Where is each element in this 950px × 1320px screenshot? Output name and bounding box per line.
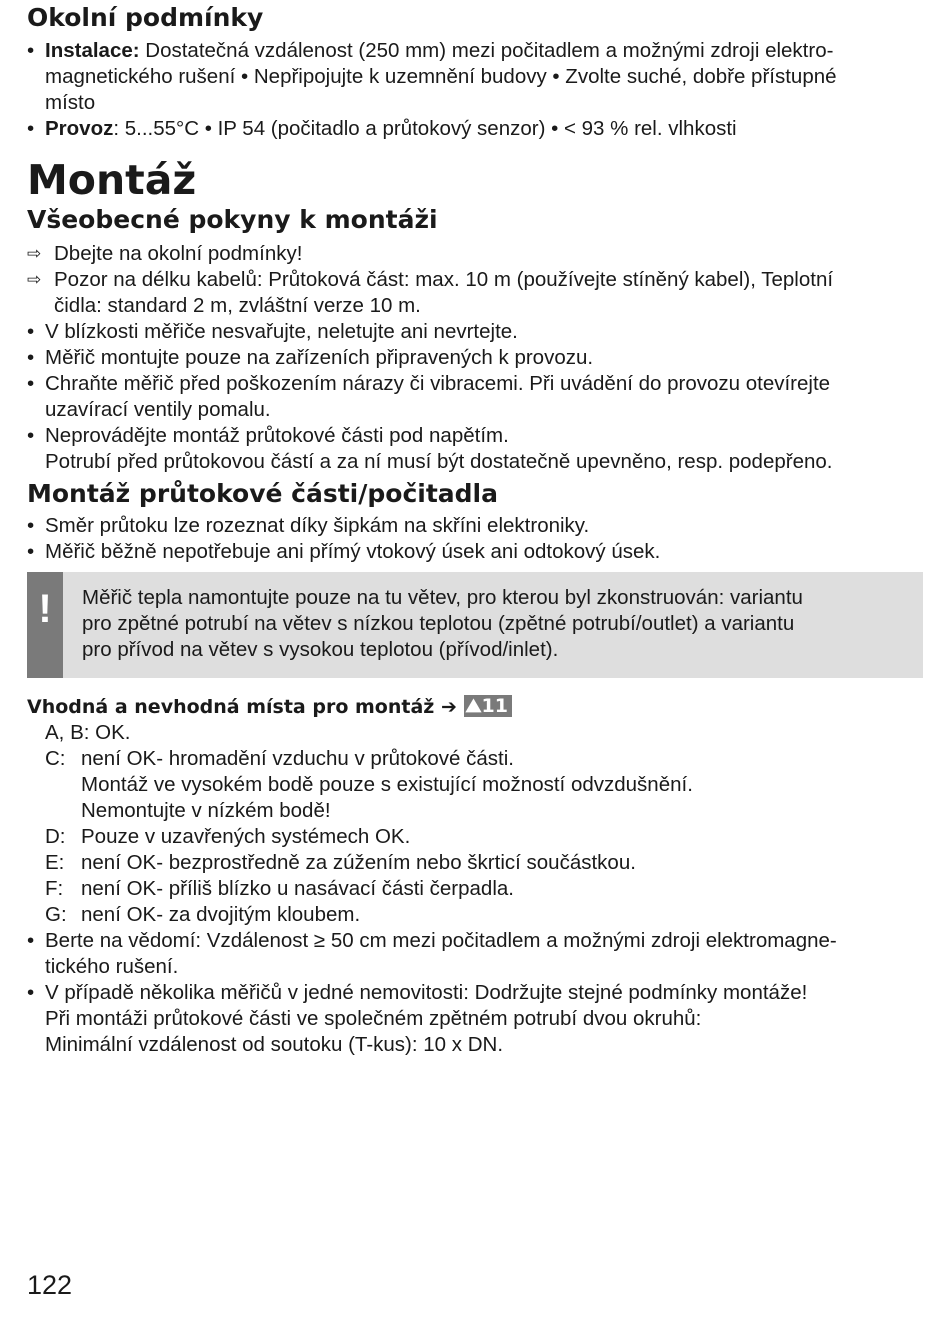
place-item	[27, 746, 927, 772]
installation-text-3: místo	[45, 91, 96, 114]
place-item	[27, 824, 927, 850]
subsection-title-flow: Montáž průtokové části/počitadla	[27, 479, 498, 508]
environment-list	[27, 38, 927, 142]
list-item: • Měřič montujte pouze na zařízeních připravených k provozu.	[27, 345, 927, 371]
warning-box	[27, 572, 923, 678]
place-text: Montáž ve vysokém bodě pouze s existující možností odvzdušnění.	[81, 773, 693, 796]
list-item: • V blízkosti měřiče nesvařujte, neletujte ani nevrtejte.	[27, 319, 927, 345]
warning-line: pro zpětné potrubí na větev s nízkou teplotou (zpětné potrubí/outlet) a variantu	[82, 612, 795, 635]
list-item: • Neprovádějte montáž průtokové části pod napětím.	[27, 423, 927, 449]
subsection-title-general: Všeobecné pokyny k montáži	[27, 205, 438, 234]
places-ab: A, B: OK.	[45, 721, 131, 744]
place-key: D:	[45, 825, 66, 848]
place-text: není OK- bezprostředně za zúžením nebo škrticí součástkou.	[81, 851, 636, 874]
arrow-item: ⇨ Dbejte na okolní podmínky!	[27, 242, 303, 265]
place-item	[27, 772, 927, 798]
figure-reference[interactable]	[464, 695, 512, 717]
list-item: • Směr průtoku lze rozeznat díky šipkám na skříni elektroniky.	[27, 513, 927, 539]
list-item-continued: Potrubí před průtokovou částí a za ní musí být dostatečně upevněno, resp. podepřeno.	[45, 450, 833, 473]
places-heading	[27, 694, 927, 720]
installation-text: Dostatečná vzdálenost (250 mm) mezi počitadlem a možnými zdroji elektro-	[139, 39, 834, 62]
operation-label: Provoz	[45, 117, 114, 140]
flow-list	[27, 513, 927, 565]
list-item-continued: Při montáži průtokové části ve společném zpětném potrubí dvou okruhů:	[45, 1007, 702, 1030]
list-item: • Měřič běžně nepotřebuje ani přímý vtokový úsek ani odtokový úsek.	[27, 539, 927, 565]
places-section	[27, 694, 927, 1058]
section-title-mounting: Montáž	[27, 156, 197, 204]
places-list	[27, 746, 927, 928]
warning-line: pro přívod na větev s vysokou teplotou (přívod/inlet).	[82, 638, 559, 661]
places-title: Vhodná a nevhodná místa pro montáž ➔	[27, 696, 457, 718]
list-item-continued: tického rušení.	[45, 955, 179, 978]
list-item-continued: Minimální vzdálenost od soutoku (T-kus): 10 x DN.	[45, 1033, 504, 1056]
place-text: není OK- hromadění vzduchu v průtokové části.	[81, 747, 515, 770]
arrow-item-continued: čidla: standard 2 m, zvláštní verze 10 m.	[54, 294, 421, 317]
place-text: není OK- příliš blízko u nasávací části čerpadla.	[81, 877, 514, 900]
arrow-right-icon: ⇨	[27, 244, 42, 264]
list-item-continued: uzavírací ventily pomalu.	[45, 398, 271, 421]
place-item	[27, 902, 927, 928]
general-instructions-list	[27, 241, 927, 475]
operation-text: : 5...55°C • IP 54 (počitadlo a průtokový senzor) • < 93 % rel. vlhkosti	[113, 117, 737, 140]
place-item	[27, 798, 927, 824]
image-icon: ⛰	[465, 695, 482, 717]
place-text: není OK- za dvojitým kloubem.	[81, 903, 361, 926]
arrow-right-icon: ⇨	[27, 270, 42, 290]
place-key: C:	[45, 747, 66, 770]
place-key: F:	[45, 877, 64, 900]
place-text: Pouze v uzavřených systémech OK.	[81, 825, 411, 848]
installation-text-2: magnetického rušení • Nepřipojujte k uzemnění budovy • Zvolte suché, dobře přístupné	[45, 65, 837, 88]
warning-text	[82, 585, 902, 663]
place-key: G:	[45, 903, 67, 926]
list-item: • Chraňte měřič před poškozením nárazy či vibracemi. Při uvádění do provozu otevírejte	[27, 371, 927, 397]
place-item	[27, 876, 927, 902]
list-item: • V případě několika měřičů v jedné nemovitosti: Dodržujte stejné podmínky montáže!	[27, 980, 927, 1006]
place-item	[27, 850, 927, 876]
exclamation-icon: !	[27, 572, 63, 678]
list-item: • Berte na vědomí: Vzdálenost ≥ 50 cm mezi počitadlem a možnými zdroji elektromagne-	[27, 928, 927, 954]
arrow-item: ⇨ Pozor na délku kabelů: Průtoková část: max. 10 m (používejte stíněný kabel), Teplotní	[27, 268, 834, 291]
section-title-environment: Okolní podmínky	[27, 3, 264, 32]
list-item-installation	[27, 38, 927, 64]
place-key: E:	[45, 851, 65, 874]
installation-label: Instalace:	[45, 39, 140, 62]
warning-line: Měřič tepla namontujte pouze na tu větev, pro kterou byl zkonstruován: variantu	[82, 586, 803, 609]
place-text: Nemontujte v nízkém bodě!	[81, 799, 331, 822]
list-item-operation	[27, 116, 927, 142]
page-number: 122	[27, 1270, 73, 1300]
figure-number: 11	[481, 695, 508, 717]
